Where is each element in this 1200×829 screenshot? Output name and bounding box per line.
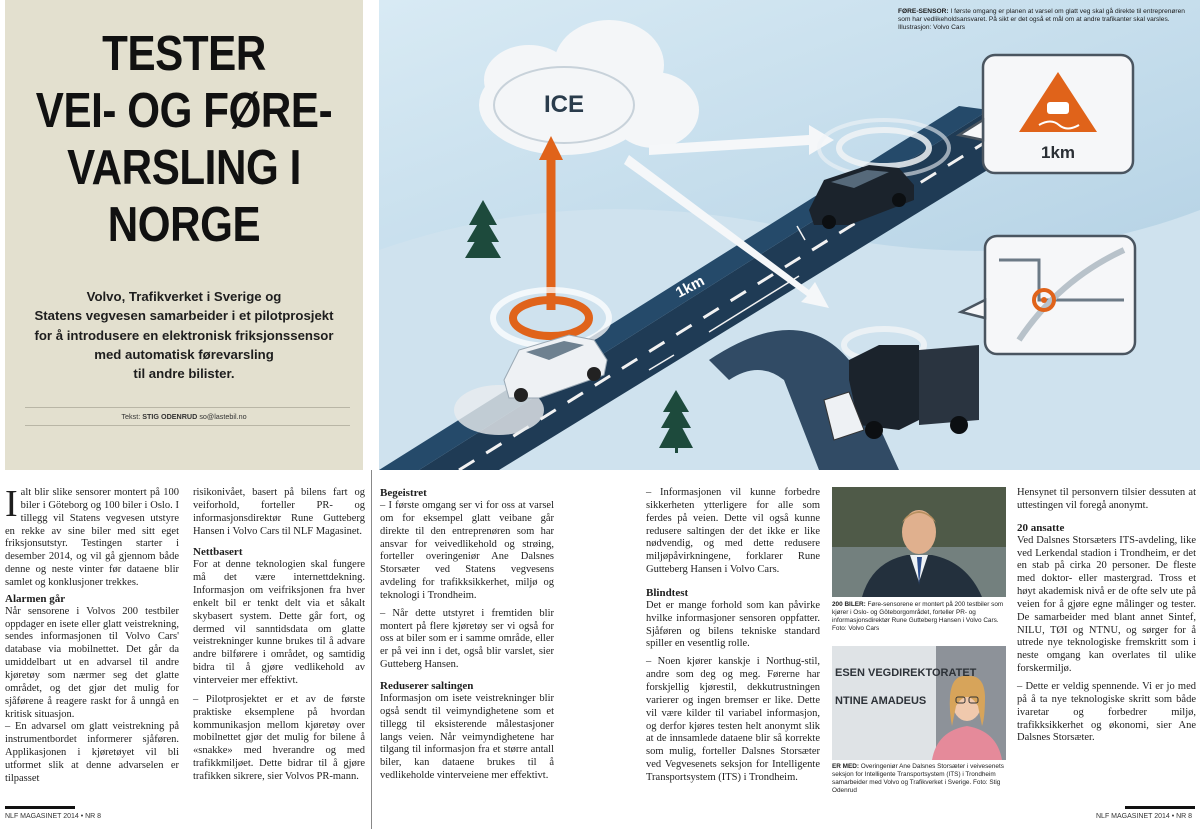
paragraph: Ved Dalsnes Storsæters ITS-avdeling, like ved Lerkendal stadion i Trondheim, er det en stab på cirka 20 personer. De fleste med doktor- eller mastergrad. Tross et høyt akademisk nivå er de ofte selv ute på veien for å gjøre egne målinger og tester. De samarbeider med blant annet Sintef, NILU, TØI og NTNU, og sørger for å utrede nye teknologiske fremskritt som i neste omgang kan overlates til ulike forskermiljø.: [1017, 534, 1196, 675]
photo-ane-dalsnes-storsaeter: [832, 646, 1006, 760]
illustration-caption-text: I første omgang er planen at varsel om glatt veg skal gå direkte til entreprenøren som har vedlikeholdsansvaret. På sikt er det også et mål om at andre trafikanter skal varsles. Illustrasjon: Volvo Cars: [898, 8, 1185, 31]
drop-cap: I: [5, 483, 18, 525]
illustration-caption-label: FØRE-SENSOR:: [898, 8, 949, 15]
warning-distance-label: 1km: [1040, 143, 1076, 162]
sign-line-1: ESEN VEGDIREKTORATET: [835, 667, 977, 679]
paragraph: Det er mange forhold som kan påvirke hvilke informasjoner sensoren oppfatter. Sjåføren og bilens tekniske standard spiller en vesentlig rolle.: [646, 599, 820, 650]
intro-paragraph: [5, 483, 179, 590]
photo-caption-text: Føre-sensorene er montert på 200 testbiler som kjører i Oslo- og Göteborgområdet, forteller PR- og informasjonsdirektør Rune Gutteberg Hansen i Volvo Cars. Foto: Volvo Cars: [832, 601, 1004, 632]
paragraph: – Noen kjører kanskje i Northug-stil, andre som deg og meg. Førerne har forskjellig kjørestil, dekkutrustningen varierer og ingen bremser er like. Dette vil være kilder til variabel informasjon, og derfor kjøres testen helt anonymt slik at de innsamlede dataene blir så korrekte som mulig, forteller Dalsnes Storsæter ved Vegvesenets seksjon for Intelligente Transportsystem (ITS) i Trondheim.: [646, 656, 820, 783]
byline-email[interactable]: so@lastebil.no: [199, 412, 247, 421]
photo-caption-label: ER MED:: [832, 763, 859, 770]
byline-rule: [25, 407, 350, 408]
byline-author: STIG ODENRUD: [142, 412, 198, 421]
headline-line: TESTER: [102, 27, 266, 81]
paragraph: – Når dette utstyret i fremtiden blir montert på flere kjøretøy ser vi også for oss at biler som er i samme område, eller er på vei inn i det, også blir varslet, sier Gutteberg Hansen.: [380, 607, 554, 671]
footer-rule-right: [1125, 806, 1195, 809]
lede-line: med automatisk førevarsling: [94, 346, 274, 362]
sign-line-2: NTINE AMADEUS: [835, 695, 927, 707]
headline-line: NORGE: [107, 198, 261, 252]
lede: [21, 287, 347, 383]
subheading: Begeistret: [380, 487, 427, 499]
footer-rule-left: [5, 806, 75, 809]
paragraph: – Pilotprosjektet er et av de første praktiske eksemplene på hvordan kommunikasjon mellom kjøretøy over mobilnettet gjør det mulig for bilene å «snakke» med hverandre og med trafikkmiljøet. Dette bidrar til å gjøre trafikken sikrere, sier Volvos PR-mann.: [193, 693, 365, 782]
footer-right: NLF MAGASINET 2014 • NR 8: [1096, 813, 1193, 820]
lede-line: Statens vegvesen samarbeider i et pilotprosjekt: [34, 308, 334, 324]
photo-caption-1: [832, 601, 1006, 633]
subheading: Reduserer saltingen: [380, 679, 474, 692]
headline-line: VEI- OG FØRE-: [35, 84, 333, 138]
article-column-4: [646, 487, 820, 785]
title-panel: [5, 0, 363, 470]
illustration-caption: [898, 8, 1193, 32]
headline-line: VARSLING I: [67, 141, 301, 195]
paragraph: Informasjon om isete veistrekninger blir også sendt til veimyndighetene som et tillegg til eksisterende målestasjoner langs veien. Når veimyndighetene har tilgang til informasjon fra et større antall biler, kan dataene brukes til å vedlikeholde vinterveiene mer effektivt.: [380, 692, 554, 782]
byline-prefix: Tekst:: [121, 412, 141, 421]
article-column-3: [380, 487, 554, 783]
portrait-woman: [832, 646, 1006, 760]
paragraph: – En advarsel om glatt veistrekning på instrumentbordet informerer sjåføren. Applikasjonen i kjøretøyet vil bli utformet slik at denne advarselen er tilpasset: [5, 721, 179, 784]
intro-text: alt blir slike sensorer montert på 100 biler i Göteborg og 100 biler i Oslo. I tillegg vil Statens vegvesen utstyre en rekke av sine biler med sitt eget friksjonsutstyr. Testingen starter i desember 2014, og vil gå gjennom både denne og neste vinter før dataene blir samlet og konklusjoner trekkes.: [5, 487, 179, 588]
road-distance-label: 1km: [672, 272, 708, 302]
byline: [5, 412, 363, 421]
lede-line: for å introdusere en elektronisk friksjonssensor: [34, 327, 334, 343]
illustration: [379, 0, 1200, 470]
article-column-2: [193, 487, 365, 784]
paragraph: Hensynet til personvern tilsier dessuten at uttestingen vil foregå anonymt.: [1017, 487, 1196, 511]
photo-caption-label: 200 BILER:: [832, 601, 866, 608]
article-column-5: [1017, 487, 1196, 745]
paragraph: – Dette er veldig spennende. Vi er jo med på å ta nye teknologiske skritt som både ivaretar og forbedrer miljø, trafikksikkerhet og økonomi, sier Ane Dalsnes Storsæter.: [1017, 680, 1196, 744]
lede-line: Volvo, Trafikverket i Sverige og: [86, 289, 282, 304]
subheading: Alarmen går: [5, 592, 66, 605]
portrait-man: [832, 487, 1006, 597]
footer-left: NLF MAGASINET 2014 • NR 8: [5, 813, 102, 820]
page-gutter: [371, 470, 372, 829]
paragraph: – I første omgang ser vi for oss at varsel om for eksempel glatt veibane går direkte til den entreprenøren som har ansvar for veivedlikehold og strøing, forteller overingeniør Ane Dalsnes Storsæter ved Statens vegvesens avdeling for trafikksikkerhet, miljø og teknologi i Trondheim.: [380, 500, 554, 601]
photo-rune-gutteberg-hansen: [832, 487, 1006, 597]
article-column-1: [5, 483, 179, 786]
subheading: 20 ansatte: [1017, 521, 1065, 534]
cloud-label: ICE: [543, 91, 585, 118]
paragraph: For at denne teknologien skal fungere må det være internettdekning. Informasjon om veifriksjonen fra hver enkelt bil er tenkt delt via et såkalt skybasert system. Dette går fort, og dermed vil sanntidsdata om glatte veistrekninger kunne brukes til å advare andre bilførere i området, og samtidig bidra til å gjøre vedlikehold av vinterveier mer effektivt.: [193, 559, 365, 686]
paragraph: Når sensorene i Volvos 200 testbiler oppdager en isete eller glatt veistrekning, sendes informasjonen til Volvo Cars' database via mobilnettet. Det går da umiddelbart ut en advarsel til andre kjøretøy som nærmer seg det glatte området, og det gjør det mulig for sjåførene å reagere raskt for å unngå en kritisk situasjon.: [5, 605, 179, 720]
paragraph: risikonivået, basert på bilens fart og veiforhold, forteller PR- og informasjonsdirektør Rune Gutteberg Hansen i Volvo Cars til NLF Magasinet.: [193, 487, 365, 537]
byline-rule-bottom: [25, 425, 350, 426]
headline: [30, 26, 338, 254]
map-callout: [961, 236, 1135, 354]
photo-caption-text: Overingeniør Ane Dalsnes Storsæter i veivesenets seksjon for Intelligente Transportsystem (ITS) i Trondheim samarbeider med Volvo og Trafikverket i Sverige. Foto: Stig Odenrud: [832, 763, 1004, 794]
paragraph: – Informasjonen vil kunne forbedre sikkerheten ytterligere for alle som ferdes på veien. Dette vil også kunne redusere saltingen der det ikke er like nødvendig, og med dette redusere miljøpåvirkningene, forklarer Rune Gutteberg Hansen i Volvo Cars.: [646, 487, 820, 576]
subheading: Blindtest: [646, 586, 689, 599]
photo-caption-2: [832, 763, 1012, 795]
subheading: Nettbasert: [193, 546, 243, 559]
lede-line: til andre bilister.: [133, 366, 235, 382]
cloud: [479, 20, 699, 155]
illustration-svg: [379, 0, 1200, 470]
